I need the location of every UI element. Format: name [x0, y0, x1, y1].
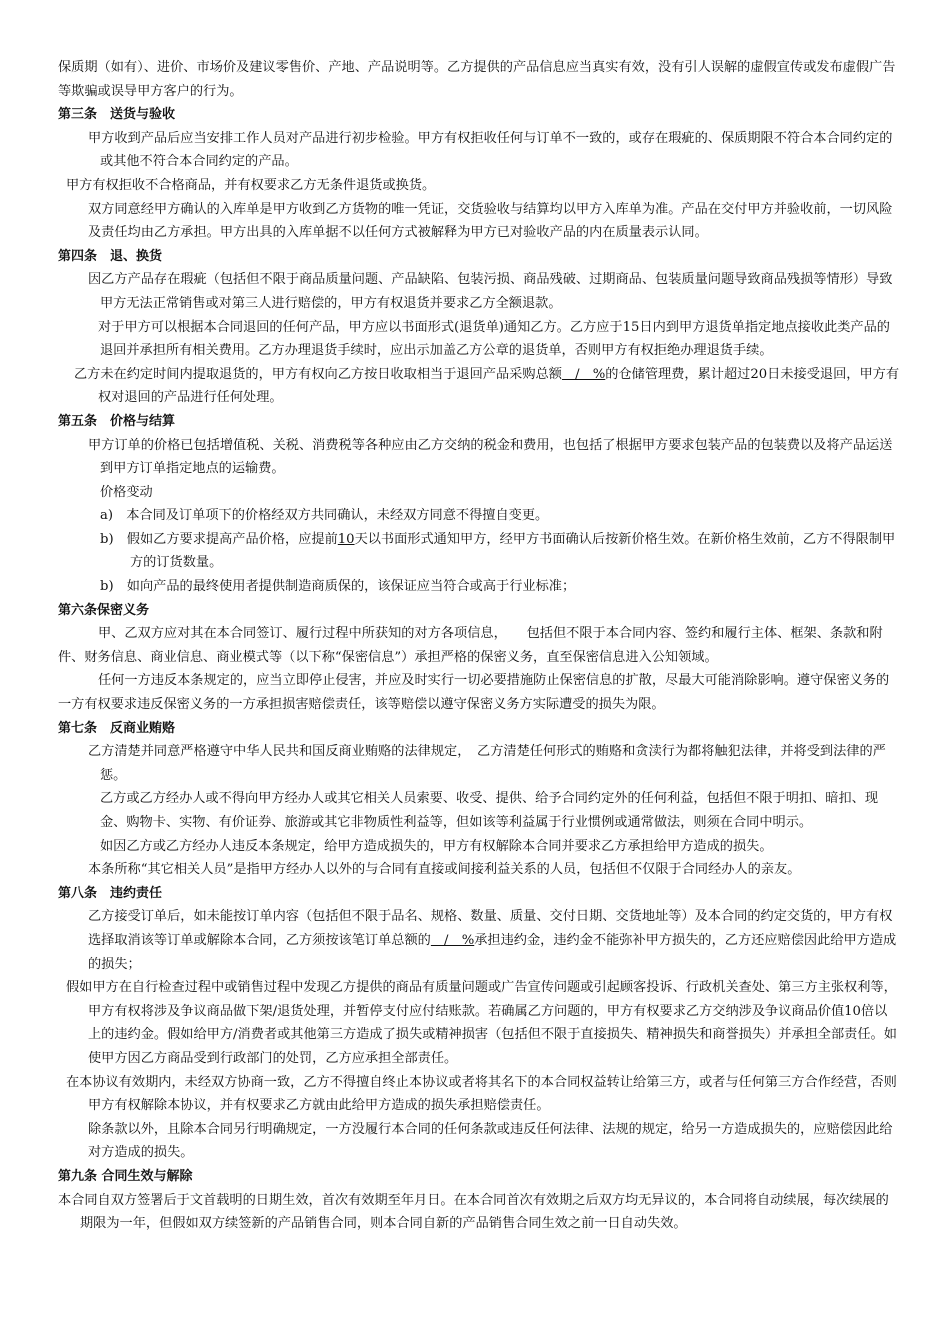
section-4-para-2: 对于甲方可以根据本合同退回的任何产品，甲方应以书面形式(退货单)通知乙方。乙方应于15日内到甲方退货单指定地点接收此类产品的退回并承担所有相关费用。乙方办理退货手续时，应出示加盖乙方公章的退货单，否则甲方有权拒绝办理退货手续。	[98, 319, 890, 359]
section-6-title: 第六条保密义务	[58, 602, 150, 618]
section-4-para-3: 乙方未在约定时间内提取退货的，甲方有权向乙方按日收取相当于退回产品采购总额 / %的仓储管理费，累计超过20日未接受退回，甲方有权对退回的产品进行任何处理。	[74, 366, 900, 406]
section-8-para-3: 在本协议有效期内，未经双方协商一致，乙方不得擅自终止本协议或者将其名下的本合同权益转让给第三方，或者与任何第三方合作经营，否则甲方有权解除本协议，并有权要求乙方就由此给甲方造成的损失承担赔偿责任。	[66, 1074, 897, 1114]
section-3-para-2: 甲方有权拒收不合格商品，并有权要求乙方无条件退货或换货。	[66, 177, 436, 193]
section-7-para-2: 乙方或乙方经办人或不得向甲方经办人或其它相关人员索要、收受、提供、给予合同约定外的任何利益，包括但不限于明扣、暗扣、现金、购物卡、实物、有价证券、旅游或其它非物质性利益等，但如该等利益属于行业惯例或通常做法，则须在合同中明示。	[100, 791, 879, 830]
section-7-para-4: 本条所称“其它相关人员”是指甲方经办人以外的与合同有直接或间接利益关系的人员，包括但不仅限于合同经办人的亲友。	[88, 862, 801, 878]
section-8-title: 第八条 违约责任	[58, 885, 163, 901]
section-6-para-1: 甲、乙双方应对其在本合同签订、履行过程中所获知的对方各项信息， 包括但不限于本合同内容、签约和履行主体、框架、条款和附件、财务信息、商业信息、商业模式等（以下称“保密信息”）承担严格的保密义务，直至保密信息进入公知领域。	[58, 626, 883, 665]
section-4-para-1: 因乙方产品存在瑕疵（包括但不限于商品质量问题、产品缺陷、包装污损、商品残破、过期商品、包装质量问题导致商品残损等情形）导致甲方无法正常销售或对第三人进行赔偿的，甲方有权退货并要求乙方全额退款。	[88, 272, 893, 311]
intro-paragraph: 保质期（如有）、进价、市场价及建议零售价、产地、产品说明等。乙方提供的产品信息应当真实有效，没有引人误解的虚假宣传或发布虚假广告等欺骗或误导甲方客户的行为。	[58, 60, 896, 99]
section-7-para-3: 如因乙方或乙方经办人违反本条规定，给甲方造成损失的，甲方有权解除本合同并要求乙方承担给甲方造成的损失。	[100, 838, 773, 854]
section-5-price-change: 价格变动	[100, 484, 153, 500]
section-4-title: 第四条 退、换货	[58, 248, 163, 264]
section-5-item-a: a) 本合同及订单项下的价格经双方共同确认，未经双方同意不得擅自变更。	[100, 508, 549, 524]
section-8-para-4: 除条款以外，且除本合同另行明确规定，一方没履行本合同的任何条款或违反任何法律、法规的规定，给另一方造成损失的，应赔偿因此给对方造成的损失。	[88, 1121, 893, 1161]
section-9-para-1: 本合同自双方签署后于文首载明的日期生效，首次有效期至年月日。在本合同首次有效期之后双方均无异议的，本合同将自动续展，每次续展的期限为一年，但假如双方续签新的产品销售合同，则本合同自新的产品销售合同生效之前一日自动失效。	[58, 1192, 889, 1232]
section-8-para-1: 乙方接受订单后，如未能按订单内容（包括但不限于品名、规格、数量、质量、交付日期、交货地址等）及本合同的约定交货的，甲方有权选择取消该等订单或解除本合同，乙方须按该笔订单总额的 / %承担违约金，违约金不能弥补甲方损失的，乙方还应赔偿因此给甲方造成的损失；	[88, 909, 897, 972]
section-5-item-b1: b) 假如乙方要求提高产品价格，应提前10天以书面形式通知甲方，经甲方书面确认后按新价格生效。在新价格生效前，乙方不得限制甲方的订货数量。	[100, 531, 896, 571]
section-3-para-1: 甲方收到产品后应当安排工作人员对产品进行初步检验。甲方有权拒收任何与订单不一致的，或存在瑕疵的、保质期限不符合本合同约定的或其他不符合本合同约定的产品。	[88, 130, 893, 170]
section-8-para-2: 假如甲方在自行检查过程中或销售过程中发现乙方提供的商品有质量问题或广告宣传问题或引起顾客投诉、行政机关查处、第三方主张权利等，甲方有权将涉及争议商品做下架/退货处理，并暂停支付应付结账款。若确属乙方问题的，甲方有权要求乙方交纳涉及争议商品价值10倍以上的违约金。假如给甲方/消费者或其他第三方造成了损失或精神损害（包括但不限于直接损失、精神损失和商誉损失）并承担全部责任。如使甲方因乙方商品受到行政部门的处罚，乙方应承担全部责任。	[66, 980, 897, 1066]
section-5-item-b2: b) 如向产品的最终使用者提供制造商质保的，该保证应当符合或高于行业标准；	[100, 579, 576, 595]
section-5-title: 第五条 价格与结算	[58, 413, 176, 429]
section-7-para-1: 乙方清楚并同意严格遵守中华人民共和国反商业贿赂的法律规定， 乙方清楚任何形式的贿赂和贪渎行为都将触犯法律，并将受到法律的严惩。	[88, 744, 886, 783]
contract-page	[58, 56, 900, 1236]
section-3-para-3: 双方同意经甲方确认的入库单是甲方收到乙方货物的唯一凭证，交货验收与结算均以甲方入库单为准。产品在交付甲方并验收前，一切风险及责任均由乙方承担。甲方出具的入库单据不以任何方式被解释为甲方已对验收产品的内在质量表示认同。	[88, 201, 893, 241]
section-6-para-2: 任何一方违反本条规定的，应当立即停止侵害，并应及时实行一切必要措施防止保密信息的扩散，尽最大可能消除影响。遵守保密义务的一方有权要求违反保密义务的一方承担损害赔偿责任，该等赔偿以遵守保密义务方实际遭受的损失为限。	[58, 673, 890, 713]
section-3-title: 第三条 送货与验收	[58, 107, 176, 123]
section-9-title: 第九条 合同生效与解除	[58, 1168, 193, 1184]
section-7-title: 第七条 反商业贿赂	[58, 720, 176, 736]
section-5-para-1: 甲方订单的价格已包括增值税、关税、消费税等各种应由乙方交纳的税金和费用，也包括了根据甲方要求包装产品的包装费以及将产品运送到甲方订单指定地点的运输费。	[88, 437, 893, 477]
